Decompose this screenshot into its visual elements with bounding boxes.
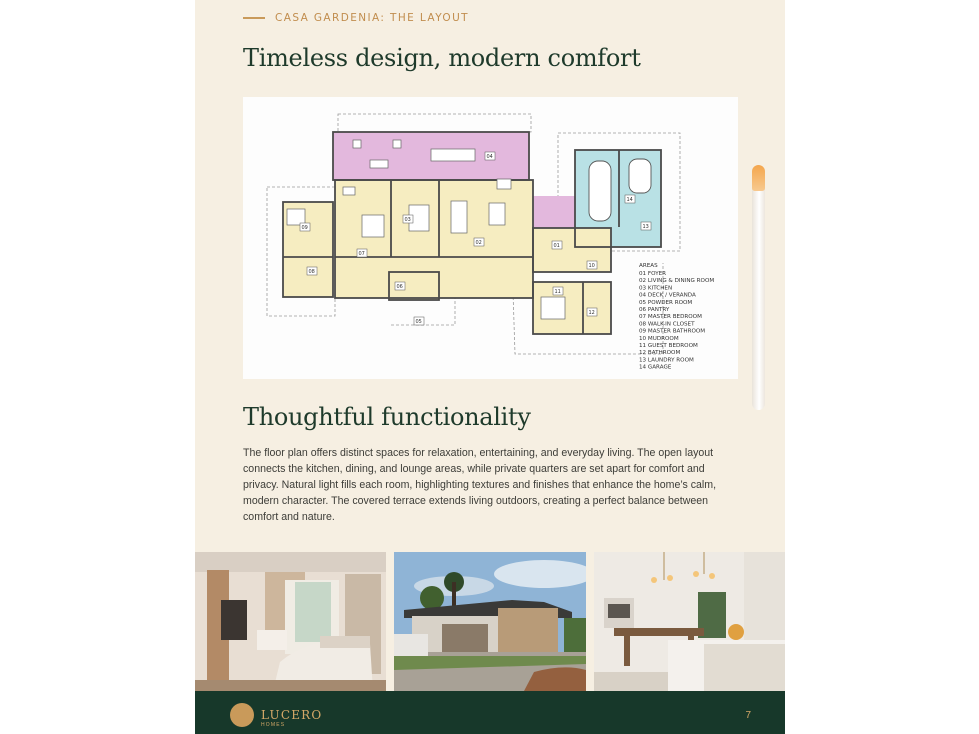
section-title: Thoughtful functionality xyxy=(243,403,531,431)
room-tag xyxy=(641,222,651,230)
room-tag xyxy=(552,241,562,249)
room-tag xyxy=(587,308,597,316)
brand-subtitle: HOMES xyxy=(261,722,286,728)
room-tag xyxy=(485,152,495,160)
room-tag xyxy=(587,261,597,269)
legend-item: 07 MASTER BEDROOM xyxy=(639,314,702,321)
foyer-zone xyxy=(533,228,611,272)
brand-name: LUCERO xyxy=(261,708,323,722)
room-tag xyxy=(357,249,367,257)
svg-text:01: 01 xyxy=(553,243,560,249)
room-tag xyxy=(474,238,484,246)
svg-text:11: 11 xyxy=(554,289,561,295)
floor-plan xyxy=(243,97,738,379)
svg-text:06: 06 xyxy=(396,284,403,290)
section-body: The floor plan offers distinct spaces for relaxation, entertaining, and everyday living. The open layout connects the kitchen, dining, and lounge areas, while private quarters are set apart for comfort and privacy. Natural light fills each room, highlighting textures and finishes that enhance the home’s calm, modern character. The covered terrace extends living outdoors, creating a perfect balance between comfort and nature. xyxy=(243,447,717,523)
svg-text:14: 14 xyxy=(626,197,633,203)
legend-item: 14 GARAGE xyxy=(639,364,672,371)
svg-text:13: 13 xyxy=(642,224,649,230)
legend-title: AREAS xyxy=(639,263,658,269)
legend-item: 13 LAUNDRY ROOM xyxy=(639,357,694,364)
legend-item: 12 BATHROOM xyxy=(639,350,681,357)
svg-text:03: 03 xyxy=(404,217,411,223)
svg-text:12: 12 xyxy=(588,310,595,316)
page-number: 7 xyxy=(745,710,751,721)
photo-strip xyxy=(195,552,785,691)
legend-item: 08 WALK-IN CLOSET xyxy=(639,321,695,328)
svg-text:02: 02 xyxy=(475,240,482,246)
eyebrow-text: CASA GARDENIA: THE LAYOUT xyxy=(275,12,469,24)
room-tag xyxy=(403,215,413,223)
room-tag xyxy=(414,317,424,325)
svg-text:05: 05 xyxy=(415,319,422,325)
gallery-zone xyxy=(533,196,575,228)
photo-bedroom xyxy=(195,552,386,691)
page-title: Timeless design, modern comfort xyxy=(243,44,641,72)
room-tag xyxy=(307,267,317,275)
legend-item: 03 KITCHEN xyxy=(639,285,673,292)
room-tag xyxy=(300,223,310,231)
legend-item: 04 DECK / VERANDA xyxy=(639,292,696,299)
legend-item: 11 GUEST BEDROOM xyxy=(639,343,698,349)
floor-plan-drawing xyxy=(243,97,738,379)
areas-legend xyxy=(639,263,714,371)
svg-text:09: 09 xyxy=(301,225,308,231)
svg-text:07: 07 xyxy=(358,251,365,257)
room-tag xyxy=(395,282,405,290)
lucero-logo-icon xyxy=(230,703,254,727)
svg-text:10: 10 xyxy=(588,263,595,269)
brochure-page xyxy=(195,0,785,734)
legend-item: 06 PANTRY xyxy=(639,307,670,313)
svg-text:04: 04 xyxy=(486,154,493,160)
legend-item: 05 POWDER ROOM xyxy=(639,299,693,306)
legend-item: 10 MUDROOM xyxy=(639,335,679,342)
photo-kitchen xyxy=(594,552,785,691)
room-tag xyxy=(625,195,635,203)
legend-item: 02 LIVING & DINING ROOM xyxy=(639,278,715,285)
eyebrow-rule xyxy=(243,17,265,19)
room-tag xyxy=(553,287,563,295)
section-eyebrow xyxy=(243,12,469,24)
legend-item: 01 FOYER xyxy=(639,271,667,277)
scrollbar-track[interactable] xyxy=(752,165,765,410)
page-footer xyxy=(195,691,785,734)
svg-text:08: 08 xyxy=(308,269,315,275)
photo-exterior xyxy=(394,552,586,691)
scrollbar-thumb[interactable] xyxy=(752,165,765,191)
legend-item: 09 MASTER BATHROOM xyxy=(639,328,706,335)
